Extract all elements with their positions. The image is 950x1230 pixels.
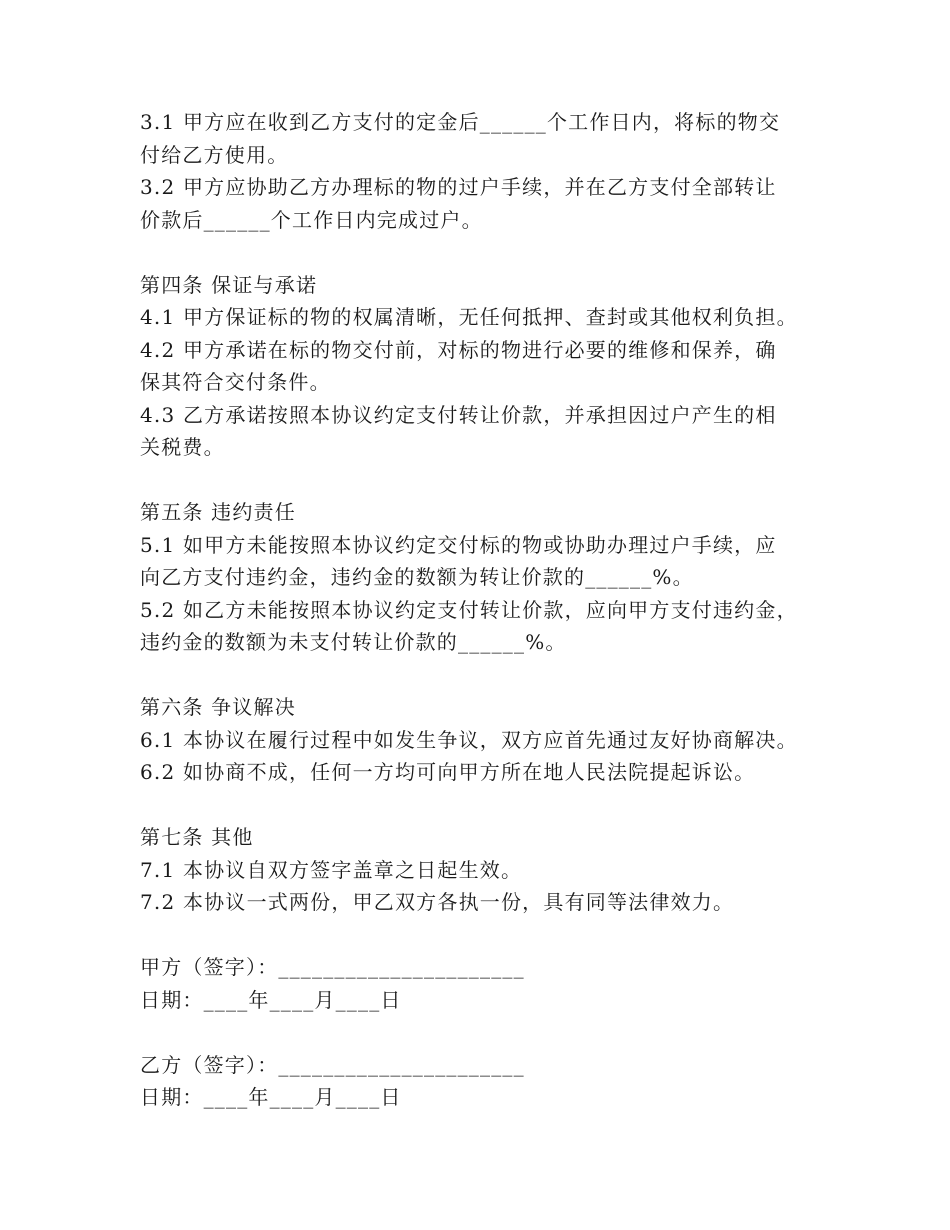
clause-line: 价款后______个工作日内完成过户。 [140, 207, 483, 232]
article-heading: 第七条 其他 [140, 825, 254, 849]
party-b-signature-block [140, 1049, 840, 1114]
party-b-date-line: 日期：____年____月____日 [140, 1085, 402, 1109]
clause-line: 3.2 甲方应协助乙方办理标的物的过户手续，并在乙方支付全部转让 [140, 175, 777, 199]
party-a-date-line: 日期：____年____月____日 [140, 987, 402, 1012]
clause-line: 4.2 甲方承诺在标的物交付前，对标的物进行必要的维修和保养，确 [140, 337, 777, 362]
clause-line: 4.3 乙方承诺按照本协议约定支付转让价款，并承担因过户产生的相 [140, 402, 777, 427]
spacer [140, 236, 840, 269]
article-heading: 第四条 保证与承诺 [140, 272, 318, 297]
spacer [140, 789, 840, 822]
spacer [140, 1016, 840, 1049]
party-a-signature-block [140, 951, 840, 1016]
party-b-signature-line: 乙方（签字）：______________________ [140, 1052, 525, 1077]
clause-line: 6.1 本协议在履行过程中如发生争议，双方应首先通过友好协商解决。 [140, 727, 798, 752]
clause-line: 6.2 如协商不成，任何一方均可向甲方所在地人民法院提起诉讼。 [140, 760, 756, 784]
party-a-signature-line: 甲方（签字）：______________________ [140, 955, 525, 979]
clause-line: 关税费。 [140, 435, 225, 459]
spacer [140, 919, 840, 952]
clause-line: 7.2 本协议一式两份，甲乙双方各执一份，具有同等法律效力。 [140, 890, 735, 914]
article-section [140, 821, 840, 919]
document-body [140, 106, 840, 1114]
clause-line: 5.1 如甲方未能按照本协议约定交付标的物或协助办理过户手续，应 [140, 532, 777, 557]
clause-line: 4.1 甲方保证标的物的权属清晰，无任何抵押、查封或其他权利负担。 [140, 305, 798, 329]
article-section [140, 496, 840, 659]
clause-line: 保其符合交付条件。 [140, 370, 331, 394]
clause-line: 付给乙方使用。 [140, 142, 289, 167]
clause-line: 向乙方支付违约金，违约金的数额为转让价款的______%。 [140, 565, 694, 589]
article-heading: 第五条 违约责任 [140, 500, 296, 524]
clause-line: 3.1 甲方应在收到乙方支付的定金后______个工作日内，将标的物交 [140, 110, 781, 134]
article-section [140, 269, 840, 464]
clause-line: 违约金的数额为未支付转让价款的______%。 [140, 630, 567, 654]
clause-line: 5.2 如乙方未能按照本协议约定支付转让价款，应向甲方支付违约金， [140, 597, 798, 622]
clause-block [140, 106, 840, 236]
spacer [140, 464, 840, 497]
article-heading: 第六条 争议解决 [140, 695, 296, 719]
article-section [140, 691, 840, 789]
spacer [140, 659, 840, 692]
clause-line: 7.1 本协议自双方签字盖章之日起生效。 [140, 857, 523, 882]
